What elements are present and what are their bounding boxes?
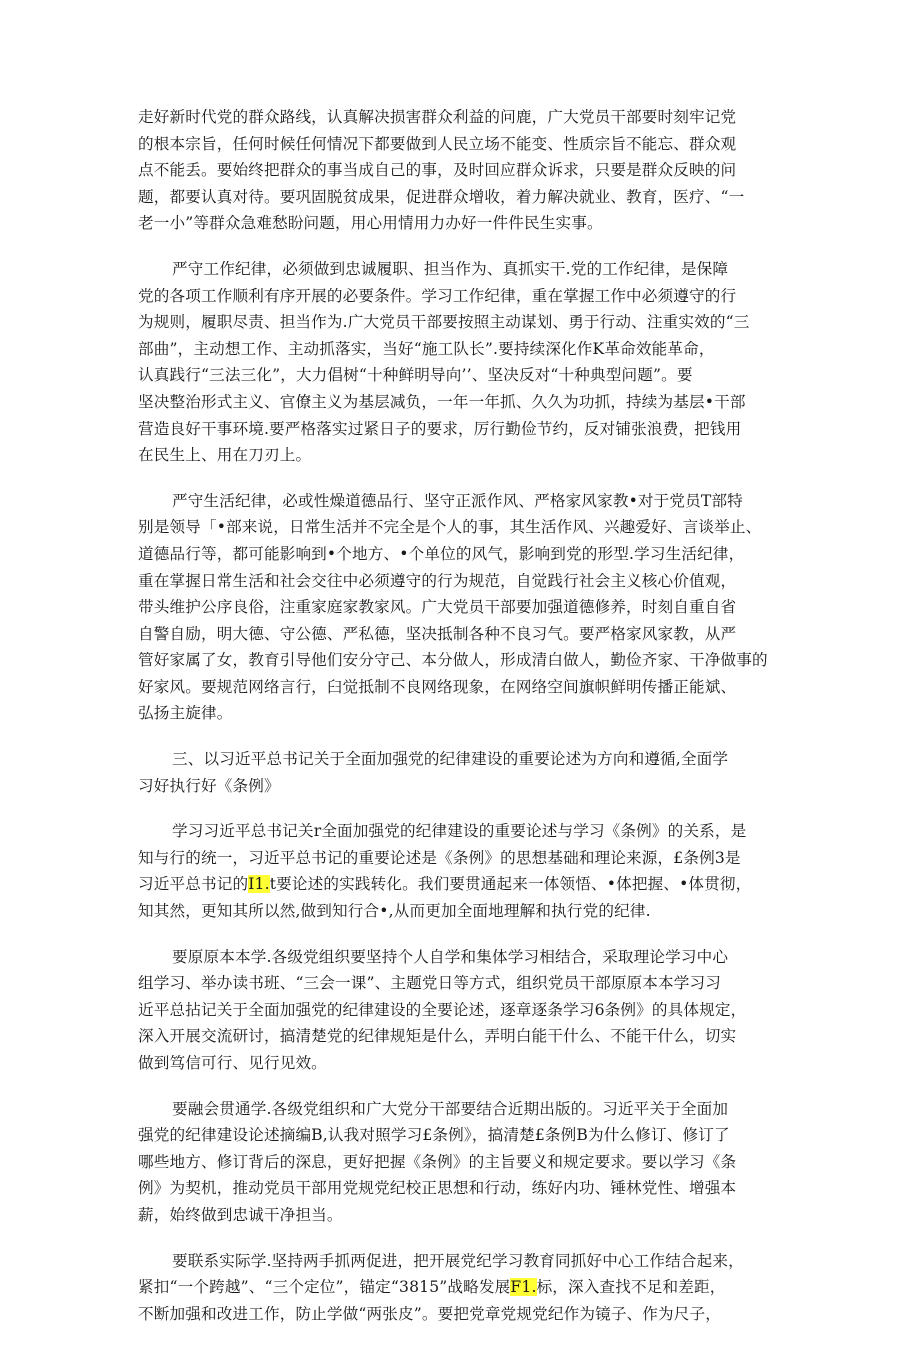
text-line: 好家风。要规范网络言行，臼觉抵制不良网络现象，在网络空间旗帜鲜明传播正能斌、 bbox=[138, 677, 737, 696]
paragraph-study-integrated bbox=[138, 1096, 788, 1229]
text-line bbox=[138, 1274, 788, 1301]
paragraph-life-discipline bbox=[138, 488, 788, 727]
text-line: 严守工作纪律，必须做到忠诚履职、担当作为、真抓实干.党的工作纪律，是保障 bbox=[172, 259, 729, 278]
text-segment: t要论述的实践转化。我们要贯通起来一体领悟、•体把握、•体贯彻， bbox=[269, 875, 752, 894]
text-line bbox=[138, 871, 788, 898]
text-line: 老一小”等群众急难愁盼问题，用心用情用力办好一件件民生实事。 bbox=[138, 214, 603, 233]
text-line: 部曲”，主动想工作、主动抓落实，当好“施工队长”.要持续深化作K革命效能革命， bbox=[138, 339, 715, 358]
text-line: 深入开展交流研讨，搞清楚党的纪律规矩是什么，弄明白能干什么、不能干什么，切实 bbox=[138, 1027, 737, 1046]
text-line: 要融会贯通学.各级党组织和广大党分干部要结合近期出版的。习近平关于全面加 bbox=[172, 1099, 729, 1118]
text-line bbox=[138, 818, 788, 845]
text-segment: 知与行的统一，习近平总书记的重要论述是《条例》的思想基础和理论来源，£条例3是 bbox=[138, 848, 741, 867]
text-line bbox=[138, 1301, 788, 1328]
text-line bbox=[138, 1248, 788, 1275]
text-line: 重在掌握日常生活和社会交往中必须遵守的行为规范，自觉践行社会主义核心价值观， bbox=[138, 571, 737, 590]
section-heading bbox=[138, 746, 788, 799]
text-line: 薪，始终做到忠诚干净担当。 bbox=[138, 1205, 343, 1224]
text-line: 自警自励，明大德、守公德、严私德，坚决抵制各种不良习气。要严格家风家教，从严 bbox=[138, 624, 737, 643]
text-line: 弘扬主旋律。 bbox=[138, 704, 233, 723]
text-line: 例》为契机，推动党员干部用党规党纪校正思想和行动，练好内功、锤林党性、增强本 bbox=[138, 1179, 737, 1198]
paragraph-knowledge-action bbox=[138, 818, 788, 924]
text-line: 点不能丢。要始终把群众的事当成自己的事，及时回应群众诉求，只要是群众反映的问 bbox=[138, 161, 737, 180]
text-line: 认真践行“三法三化”，大力倡树“十种鲜明导向’’、坚决反对“十种典型问题”。要 bbox=[138, 366, 693, 385]
highlighted-text: I1. bbox=[248, 875, 270, 894]
text-line: 党的各项工作顺利有序开展的必要条件。学习工作纪律，重在掌握工作中必须遵守的行 bbox=[138, 286, 737, 305]
text-line: 题，都要认真对待。要巩固脱贫成果，促进群众增收，着力解决就业、教育，医疗、“一 bbox=[138, 187, 745, 206]
text-segment: 习近平总书记的 bbox=[138, 875, 249, 894]
text-segment: 紧扣“一个跨越”、“三个定位”，锚定“3815”战略发展 bbox=[138, 1278, 511, 1297]
text-line: 的根本宗旨，任何时候任何情况下都要做到人民立场不能变、性质宗旨不能忘、群众观 bbox=[138, 134, 737, 153]
text-line bbox=[138, 898, 788, 925]
text-line: 近平总拈记关于全面加强党的纪律建设的全要论述，逐章逐条学习6条例》的具体规定， bbox=[138, 1000, 747, 1019]
paragraph-work-discipline bbox=[138, 256, 788, 469]
text-line: 强党的纪律建设论述摘编B,认我对照学习£条例》，搞清楚£条例B为什么修订、修订了 bbox=[138, 1126, 730, 1145]
text-line: 在民生上、用在刀刃上。 bbox=[138, 446, 312, 465]
text-line: 别是领导「•部来说，日常生活并不完全是个人的事，其生活作风、兴趣爱好、言谈举止、 bbox=[138, 518, 762, 537]
text-line: 管好家属了女，教育引导他们安分守己、本分做人，形成清白做人，勤俭齐家、干净做事的 bbox=[138, 651, 768, 670]
text-segment: 不断加强和改进工作，防止学做“两张皮”。要把党章党规党纪作为镜子、作为尺子， bbox=[138, 1304, 722, 1323]
text-segment: 要联系实际学.坚持两手抓两促进，把开展党纪学习教育同抓好中心工作结合起来， bbox=[172, 1251, 744, 1270]
text-segment: 标，深入查找不足和差距， bbox=[536, 1278, 726, 1297]
text-segment: 知其然，更知其所以然,做到知行合•,从而更加全面地理解和执行党的纪律. bbox=[138, 902, 651, 921]
text-line: 营造良好干事环境.要严格落实过紧日子的要求，厉行勤俭节约，反对铺张浪费，把钱用 bbox=[138, 419, 742, 438]
text-line bbox=[138, 845, 788, 872]
text-segment: 学习习近平总书记关r全面加强党的纪律建设的重要论述与学习《条例》的关系，是 bbox=[172, 822, 747, 841]
highlighted-text: F1. bbox=[510, 1278, 537, 1297]
text-line: 做到笃信可行、见行见效。 bbox=[138, 1054, 327, 1072]
text-line: 要原原本本学.各级党组织要坚持个人自学和集体学习相结合，采取理论学习中心 bbox=[172, 947, 729, 966]
paragraph-mass-line bbox=[138, 104, 788, 237]
document-page bbox=[138, 104, 788, 1346]
text-line: 带头维护公序良俗，注重家庭家教家风。广大党员干部要加强道德修养，时刻自重自省 bbox=[138, 598, 737, 617]
text-line: 为规则，履职尽责、担当作为.广大党员干部要按照主动谋划、勇于行动、注重实效的“三 bbox=[138, 313, 750, 332]
heading-line: 三、以习近平总书记关于全面加强党的纪律建设的重要论述为方向和遵循,全面学 bbox=[172, 750, 729, 769]
heading-line: 习好执行好《条例》 bbox=[138, 776, 280, 795]
text-line: 严守生活纪律，必或性燥道德品行、坚守正派作风、严格家风家教•对于党员T部特 bbox=[172, 491, 743, 510]
paragraph-study-practice bbox=[138, 1248, 788, 1328]
paragraph-study-original bbox=[138, 944, 788, 1077]
text-line: 哪些地方、修订背后的深息，更好把握《条例》的主旨要义和规定要求。要以学习《条 bbox=[138, 1152, 737, 1171]
text-line: 组学习、举办读书班、“三会一课”、主题党日等方式，组织党员干部原原本本学习习 bbox=[138, 974, 722, 993]
text-line: 道德品行等，都可能影响到•个地方、•个单位的风气，影响到党的形型.学习生活纪律， bbox=[138, 544, 745, 563]
text-line: 坚决整治形式主义、官僚主义为基层减负，一年一年抓、久久为功抓，持续为基层•干部 bbox=[138, 392, 746, 411]
text-line: 走好新时代党的群众路线，认真解决损害群众利益的问鹿，广大党员干部要时刻牢记党 bbox=[138, 108, 737, 126]
